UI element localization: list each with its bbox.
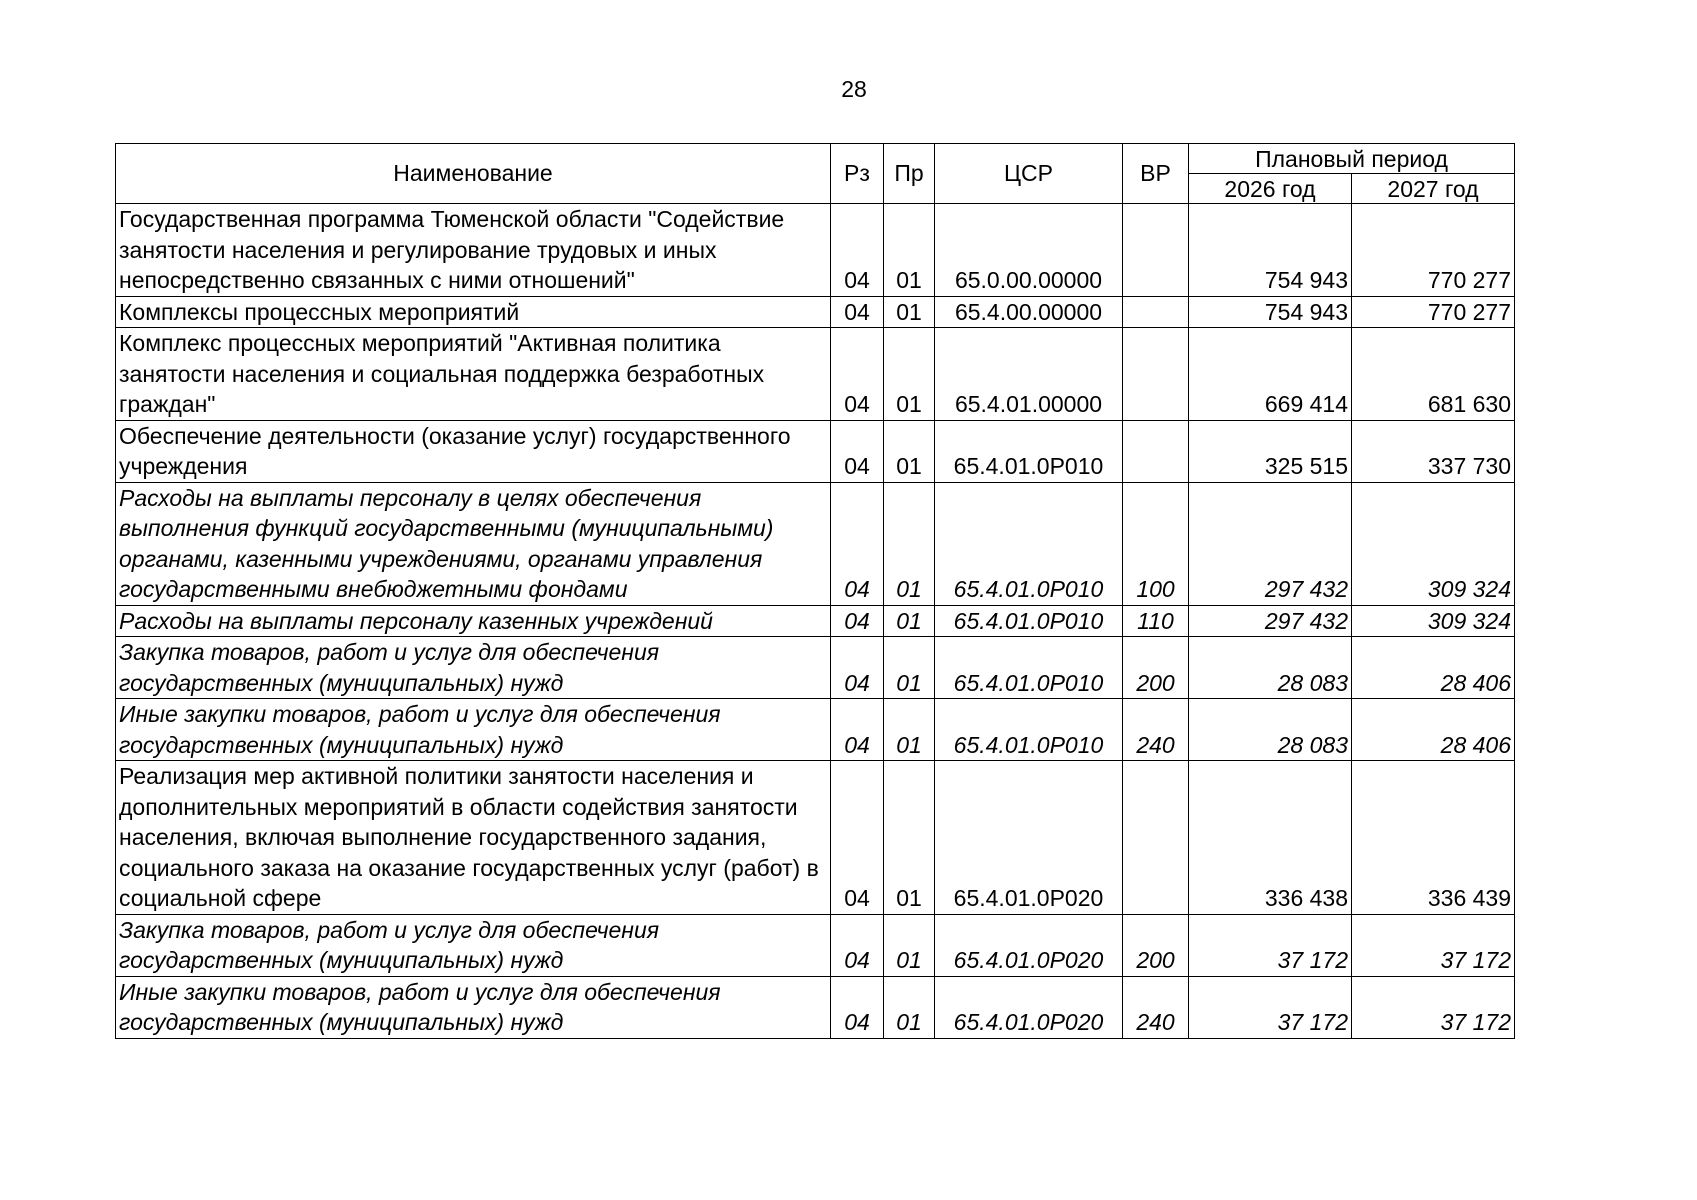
header-pr: Пр [884,144,935,204]
header-rz: Рз [831,144,884,204]
cell-2026: 28 083 [1189,699,1352,761]
table-row [116,637,1515,699]
cell-name: Комплекс процессных мероприятий "Активная политика занятости населения и социальная поддержка безработных граждан" [116,328,831,421]
cell-csr: 65.4.01.0Р020 [935,976,1123,1038]
cell-csr: 65.4.01.0Р010 [935,605,1123,637]
cell-csr: 65.4.01.0Р010 [935,482,1123,605]
cell-2026: 297 432 [1189,605,1352,637]
cell-vr [1123,204,1189,297]
cell-vr: 100 [1123,482,1189,605]
table-row [116,605,1515,637]
cell-name: Расходы на выплаты персоналу в целях обеспечения выполнения функций государственными (муниципальными) органами, казенными учреждениями, органами управления государственными внебюджетными фондами [116,482,831,605]
cell-2026: 37 172 [1189,976,1352,1038]
cell-rz: 04 [831,420,884,482]
cell-csr: 65.4.01.0Р010 [935,699,1123,761]
page-number: 28 [841,76,867,102]
table-row [116,914,1515,976]
cell-rz: 04 [831,914,884,976]
header-year-2027: 2027 год [1352,174,1515,204]
cell-2026: 669 414 [1189,328,1352,421]
table-header [116,144,1515,204]
cell-csr: 65.4.01.0Р020 [935,761,1123,915]
cell-rz: 04 [831,204,884,297]
budget-table [115,143,1515,1039]
cell-2027: 28 406 [1352,637,1515,699]
cell-name: Комплексы процессных мероприятий [116,296,831,328]
cell-2026: 297 432 [1189,482,1352,605]
cell-vr [1123,328,1189,421]
cell-rz: 04 [831,699,884,761]
cell-vr: 200 [1123,637,1189,699]
cell-2026: 325 515 [1189,420,1352,482]
cell-2026: 754 943 [1189,296,1352,328]
cell-vr [1123,761,1189,915]
cell-csr: 65.4.01.0Р010 [935,420,1123,482]
header-name: Наименование [116,144,831,204]
cell-vr: 110 [1123,605,1189,637]
header-year-2026: 2026 год [1189,174,1352,204]
header-plan-period: Плановый период [1189,144,1515,174]
cell-pr: 01 [884,605,935,637]
cell-2027: 770 277 [1352,296,1515,328]
table-row [116,976,1515,1038]
cell-2026: 28 083 [1189,637,1352,699]
cell-2026: 754 943 [1189,204,1352,297]
cell-rz: 04 [831,761,884,915]
cell-name: Закупка товаров, работ и услуг для обеспечения государственных (муниципальных) нужд [116,914,831,976]
cell-pr: 01 [884,296,935,328]
cell-vr [1123,420,1189,482]
table-row [116,204,1515,297]
cell-pr: 01 [884,420,935,482]
cell-2027: 37 172 [1352,976,1515,1038]
cell-vr: 200 [1123,914,1189,976]
table-row [116,699,1515,761]
cell-rz: 04 [831,482,884,605]
header-vr: ВР [1123,144,1189,204]
cell-2027: 770 277 [1352,204,1515,297]
cell-csr: 65.4.01.0Р010 [935,637,1123,699]
cell-2027: 336 439 [1352,761,1515,915]
cell-name: Государственная программа Тюменской области "Содействие занятости населения и регулирование трудовых и иных непосредственно связанных с ними отношений" [116,204,831,297]
cell-rz: 04 [831,976,884,1038]
cell-vr: 240 [1123,699,1189,761]
cell-rz: 04 [831,296,884,328]
cell-name: Реализация мер активной политики занятости населения и дополнительных мероприятий в области содействия занятости населения, включая выполнение государственного задания, социального заказа на оказание государственных услуг (работ) в социальной сфере [116,761,831,915]
cell-name: Обеспечение деятельности (оказание услуг) государственного учреждения [116,420,831,482]
cell-rz: 04 [831,605,884,637]
header-csr: ЦСР [935,144,1123,204]
cell-pr: 01 [884,914,935,976]
cell-pr: 01 [884,637,935,699]
cell-name: Расходы на выплаты персоналу казенных учреждений [116,605,831,637]
cell-csr: 65.4.01.00000 [935,328,1123,421]
cell-name: Закупка товаров, работ и услуг для обеспечения государственных (муниципальных) нужд [116,637,831,699]
cell-2027: 337 730 [1352,420,1515,482]
cell-2027: 28 406 [1352,699,1515,761]
cell-pr: 01 [884,204,935,297]
table-row [116,420,1515,482]
cell-2027: 309 324 [1352,482,1515,605]
cell-2027: 37 172 [1352,914,1515,976]
cell-pr: 01 [884,328,935,421]
cell-pr: 01 [884,761,935,915]
cell-vr [1123,296,1189,328]
table-row [116,328,1515,421]
cell-pr: 01 [884,976,935,1038]
cell-pr: 01 [884,699,935,761]
table-row [116,296,1515,328]
cell-2026: 336 438 [1189,761,1352,915]
cell-2027: 309 324 [1352,605,1515,637]
table-row [116,761,1515,915]
cell-name: Иные закупки товаров, работ и услуг для обеспечения государственных (муниципальных) нужд [116,699,831,761]
cell-rz: 04 [831,637,884,699]
table-row [116,482,1515,605]
cell-pr: 01 [884,482,935,605]
cell-csr: 65.4.01.0Р020 [935,914,1123,976]
cell-csr: 65.0.00.00000 [935,204,1123,297]
cell-vr: 240 [1123,976,1189,1038]
cell-rz: 04 [831,328,884,421]
cell-2027: 681 630 [1352,328,1515,421]
cell-name: Иные закупки товаров, работ и услуг для обеспечения государственных (муниципальных) нужд [116,976,831,1038]
cell-csr: 65.4.00.00000 [935,296,1123,328]
table-body [116,204,1515,1039]
cell-2026: 37 172 [1189,914,1352,976]
